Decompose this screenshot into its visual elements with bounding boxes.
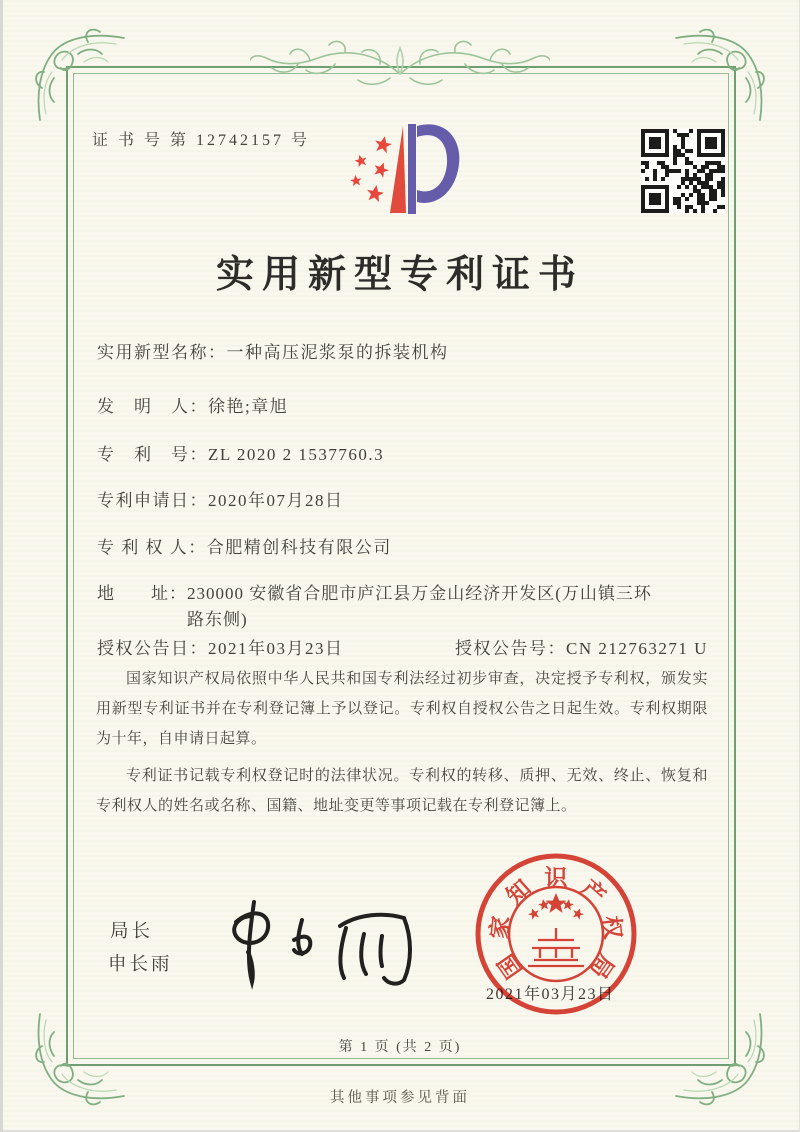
commissioner-handwritten-signature <box>218 890 423 995</box>
grant-number-group <box>455 636 708 662</box>
field-row-utility-model-name <box>97 340 727 366</box>
cnipa-logo-icon <box>338 114 470 222</box>
field-row-filing-date <box>97 488 727 514</box>
body-paragraph-grant-statement: 国家知识产权局依照中华人民共和国专利法经过初步审查，决定授予专利权，颁发实用新型专利证书并在专利登记簿上予以登记。专利权自授权公告之日起生效。专利权期限为十年，自申请日起算。 <box>96 671 708 747</box>
corner-flourish-top-right <box>672 28 772 128</box>
field-value: 2020年07月28日 <box>208 491 344 510</box>
dragon-scroll-ornament <box>250 34 550 98</box>
field-value: 一种高压泥浆泵的拆装机构 <box>226 343 449 362</box>
svg-text:识: 识 <box>544 865 568 891</box>
field-row-patentee <box>97 535 727 561</box>
certificate-number: 证 书 号 第 12742157 号 <box>92 132 311 149</box>
official-seal <box>468 848 644 1024</box>
field-label: 发 明 人： <box>97 397 208 416</box>
field-row-patent-number <box>97 442 727 468</box>
field-label: 地 址： <box>97 584 187 603</box>
svg-text:产: 产 <box>576 875 611 910</box>
svg-text:国: 国 <box>493 949 527 983</box>
svg-text:知: 知 <box>501 875 536 910</box>
field-value: ZL 2020 2 1537760.3 <box>208 445 385 464</box>
field-row-inventor <box>97 394 727 420</box>
field-value: 2021年03月23日 <box>208 639 344 658</box>
field-value: CN 212763271 U <box>566 639 708 658</box>
certificate-title: 实用新型专利证书 <box>215 254 584 296</box>
signer-name: 申长雨 <box>108 955 173 975</box>
certificate-body-text <box>96 664 708 828</box>
field-label: 专 利 号： <box>97 445 208 464</box>
corner-flourish-top-left <box>28 28 128 128</box>
field-row-grant <box>97 636 727 662</box>
signer-title: 局长 <box>110 922 154 942</box>
field-value: 合肥精创科技有限公司 <box>206 538 392 557</box>
svg-text:权: 权 <box>597 914 626 941</box>
field-label: 授权公告日： <box>97 639 208 658</box>
national-emblem-icon <box>509 887 603 981</box>
body-paragraph-register-statement: 专利证书记载专利权登记时的法律状况。专利权的转移、质押、无效、终止、恢复和专利权人的姓名或名称、国籍、地址变更等事项记载在专利登记簿上。 <box>96 768 708 814</box>
field-label: 专 利 权 人： <box>97 538 207 557</box>
qr-code <box>641 129 725 213</box>
svg-text:局: 局 <box>585 949 619 983</box>
field-label: 实用新型名称： <box>97 343 227 362</box>
see-back-note: 其他事项参见背面 <box>330 1090 470 1106</box>
seal-date: 2021年03月23日 <box>486 986 615 1003</box>
field-row-address <box>97 581 654 633</box>
svg-text:家: 家 <box>486 914 515 941</box>
field-label: 专利申请日： <box>97 491 208 510</box>
field-value: 230000 安徽省合肥市庐江县万金山经济开发区(万山镇三环路东侧) <box>187 584 652 629</box>
field-label: 授权公告号： <box>455 639 566 658</box>
page-number-note: 第 1 页 (共 2 页) <box>338 1040 462 1055</box>
field-value: 徐艳;章旭 <box>208 397 289 416</box>
